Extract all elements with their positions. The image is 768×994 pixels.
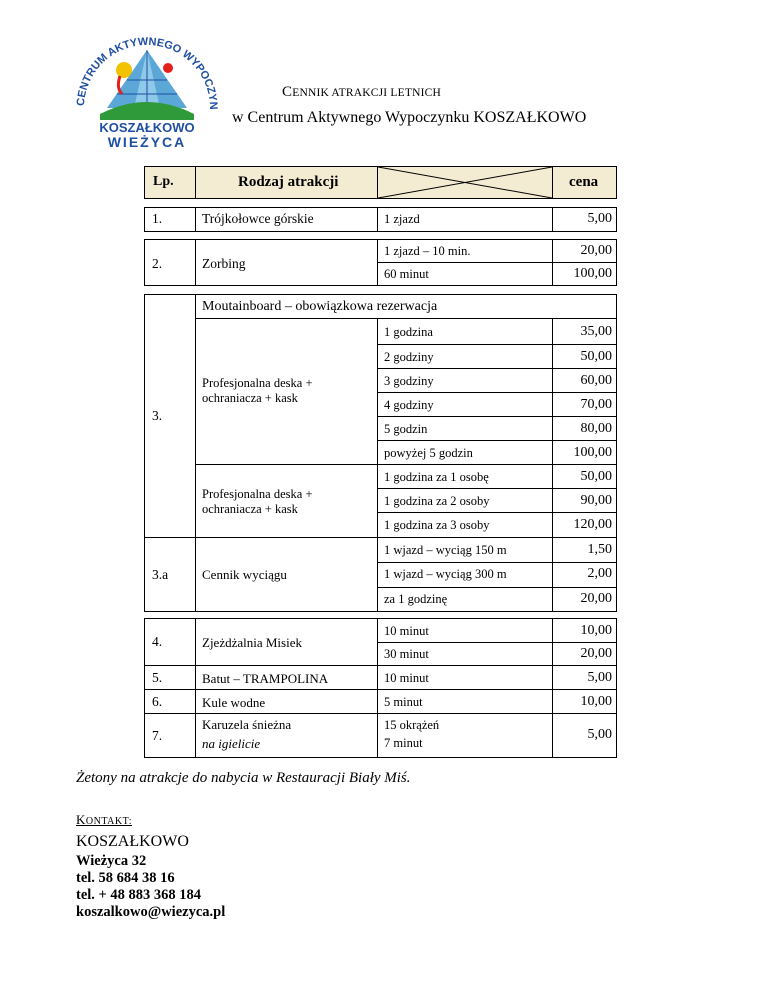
tokens-note: Żetony na atrakcje do nabycia w Restauracji Biały Miś. (76, 770, 411, 786)
table-row-3-block (144, 294, 617, 612)
list-item-desc: 2 godziny (384, 350, 434, 364)
row3a-lp: 3.a (152, 567, 169, 582)
header-type: Rodzaj atrakcji (238, 174, 339, 190)
row4-lp: 4. (152, 634, 163, 649)
row2-price1: 20,00 (580, 243, 612, 258)
logo-arc-text: CENTRUM AKTYWNEGO WYPOCZYN (74, 35, 220, 110)
row2-price2: 100,00 (573, 266, 612, 281)
header-type-cell (195, 166, 378, 199)
header-price: cena (569, 174, 599, 190)
page-subtitle: w Centrum Aktywnego Wypoczynku KOSZAŁKOWO (232, 109, 587, 126)
list-item-desc: 1 godzina za 3 osoby (384, 518, 490, 532)
list-item-price: 50,00 (580, 349, 612, 364)
row7-lp: 7. (152, 728, 163, 743)
header-crossed-cell (377, 166, 553, 199)
row5-lp: 5. (152, 670, 163, 685)
row7-name: Karuzela śnieżna (202, 717, 292, 732)
list-item-price: 35,00 (580, 324, 612, 339)
list-item-price: 100,00 (573, 445, 612, 460)
row7-name2: na igielicie (202, 736, 261, 751)
row1-price: 5,00 (587, 211, 612, 226)
row5-name: Batut – TRAMPOLINA (202, 671, 329, 686)
contact-phone-1: tel. 58 684 38 16 (76, 870, 175, 886)
row5-desc: 10 minut (384, 671, 429, 685)
header-price-cell (552, 166, 617, 199)
row6-lp: 6. (152, 694, 163, 709)
header-lp: Lp. (153, 174, 174, 189)
logo (72, 30, 222, 150)
list-item-desc: za 1 godzinę (384, 592, 448, 606)
row3a-name: Cennik wyciągu (202, 567, 287, 582)
row5-price: 5,00 (587, 670, 612, 685)
row3-groupB-line1: Profesjonalna deska + (202, 487, 313, 501)
contact-address: Wieżyca 32 (76, 853, 147, 869)
list-item-desc: 1 wjazd – wyciąg 300 m (384, 567, 507, 581)
contact-email[interactable]: koszalkowo@wiezyca.pl (76, 904, 226, 920)
contact-name: KOSZAŁKOWO (76, 833, 189, 850)
logo-graphic (72, 30, 222, 150)
row6-price: 10,00 (580, 694, 612, 709)
row2-desc2: 60 minut (384, 267, 429, 281)
crossed-out-graphic (378, 167, 552, 198)
list-item-desc: 4 godziny (384, 398, 434, 412)
contact-label (76, 812, 132, 828)
list-item-desc: 1 godzina (384, 325, 433, 339)
row4-desc2: 30 minut (384, 647, 429, 661)
row2-name: Zorbing (202, 256, 246, 271)
row3-lp: 3. (152, 408, 163, 423)
row2-lp: 2. (152, 256, 163, 271)
list-item-price: 60,00 (580, 373, 612, 388)
page-title (282, 84, 441, 101)
list-item-desc: 1 godzina za 2 osoby (384, 494, 490, 508)
list-item-price: 120,00 (573, 517, 612, 532)
list-item-price: 2,00 (587, 566, 612, 581)
row7-desc2: 7 minut (384, 736, 423, 750)
row6-name: Kule wodne (202, 695, 266, 710)
list-item-desc: 1 godzina za 1 osobę (384, 470, 489, 484)
row4-price2: 20,00 (580, 646, 612, 661)
row6-desc: 5 minut (384, 695, 423, 709)
list-item-price: 90,00 (580, 493, 612, 508)
row1-lp: 1. (152, 211, 163, 226)
header-lp-cell (144, 166, 196, 199)
row2-desc1: 1 zjazd – 10 min. (384, 244, 471, 258)
row4-desc1: 10 minut (384, 624, 429, 638)
row1-name: Trójkołowce górskie (202, 211, 314, 226)
list-item-desc: powyżej 5 godzin (384, 446, 473, 460)
row3-groupB-line2: ochraniacza + kask (202, 502, 298, 516)
list-item-price: 70,00 (580, 397, 612, 412)
row3-groupA-line2: ochraniacza + kask (202, 391, 298, 405)
row1-desc: 1 zjazd (384, 212, 420, 226)
list-item-desc: 5 godzin (384, 422, 428, 436)
row7-desc1: 15 okrążeń (384, 718, 440, 732)
row4-name: Zjeżdżalnia Misiek (202, 635, 302, 650)
list-item-price: 20,00 (580, 591, 612, 606)
row3-groupA-line1: Profesjonalna deska + (202, 376, 313, 390)
list-item-desc: 1 wjazd – wyciąg 150 m (384, 543, 507, 557)
contact-phone-2: tel. + 48 883 368 184 (76, 887, 202, 903)
title-rest: ENNIK ATRAKCJI LETNICH (292, 87, 441, 99)
contact-label-rest: ONTAKT: (85, 816, 132, 827)
list-item-price: 50,00 (580, 469, 612, 484)
logo-name2: WIEŻYCA (107, 134, 187, 150)
list-item-desc: 3 godziny (384, 374, 434, 388)
logo-name1: KOSZAŁKOWO (99, 120, 195, 135)
contact-label-initial: K (76, 812, 86, 827)
row4-price1: 10,00 (580, 623, 612, 638)
row7-price: 5,00 (587, 727, 612, 742)
list-item-price: 80,00 (580, 421, 612, 436)
title-initial: C (282, 84, 293, 100)
sun-icon (116, 62, 132, 78)
list-item-price: 1,50 (587, 542, 612, 557)
row3-heading: Moutainboard – obowiązkowa rezerwacja (202, 299, 438, 314)
